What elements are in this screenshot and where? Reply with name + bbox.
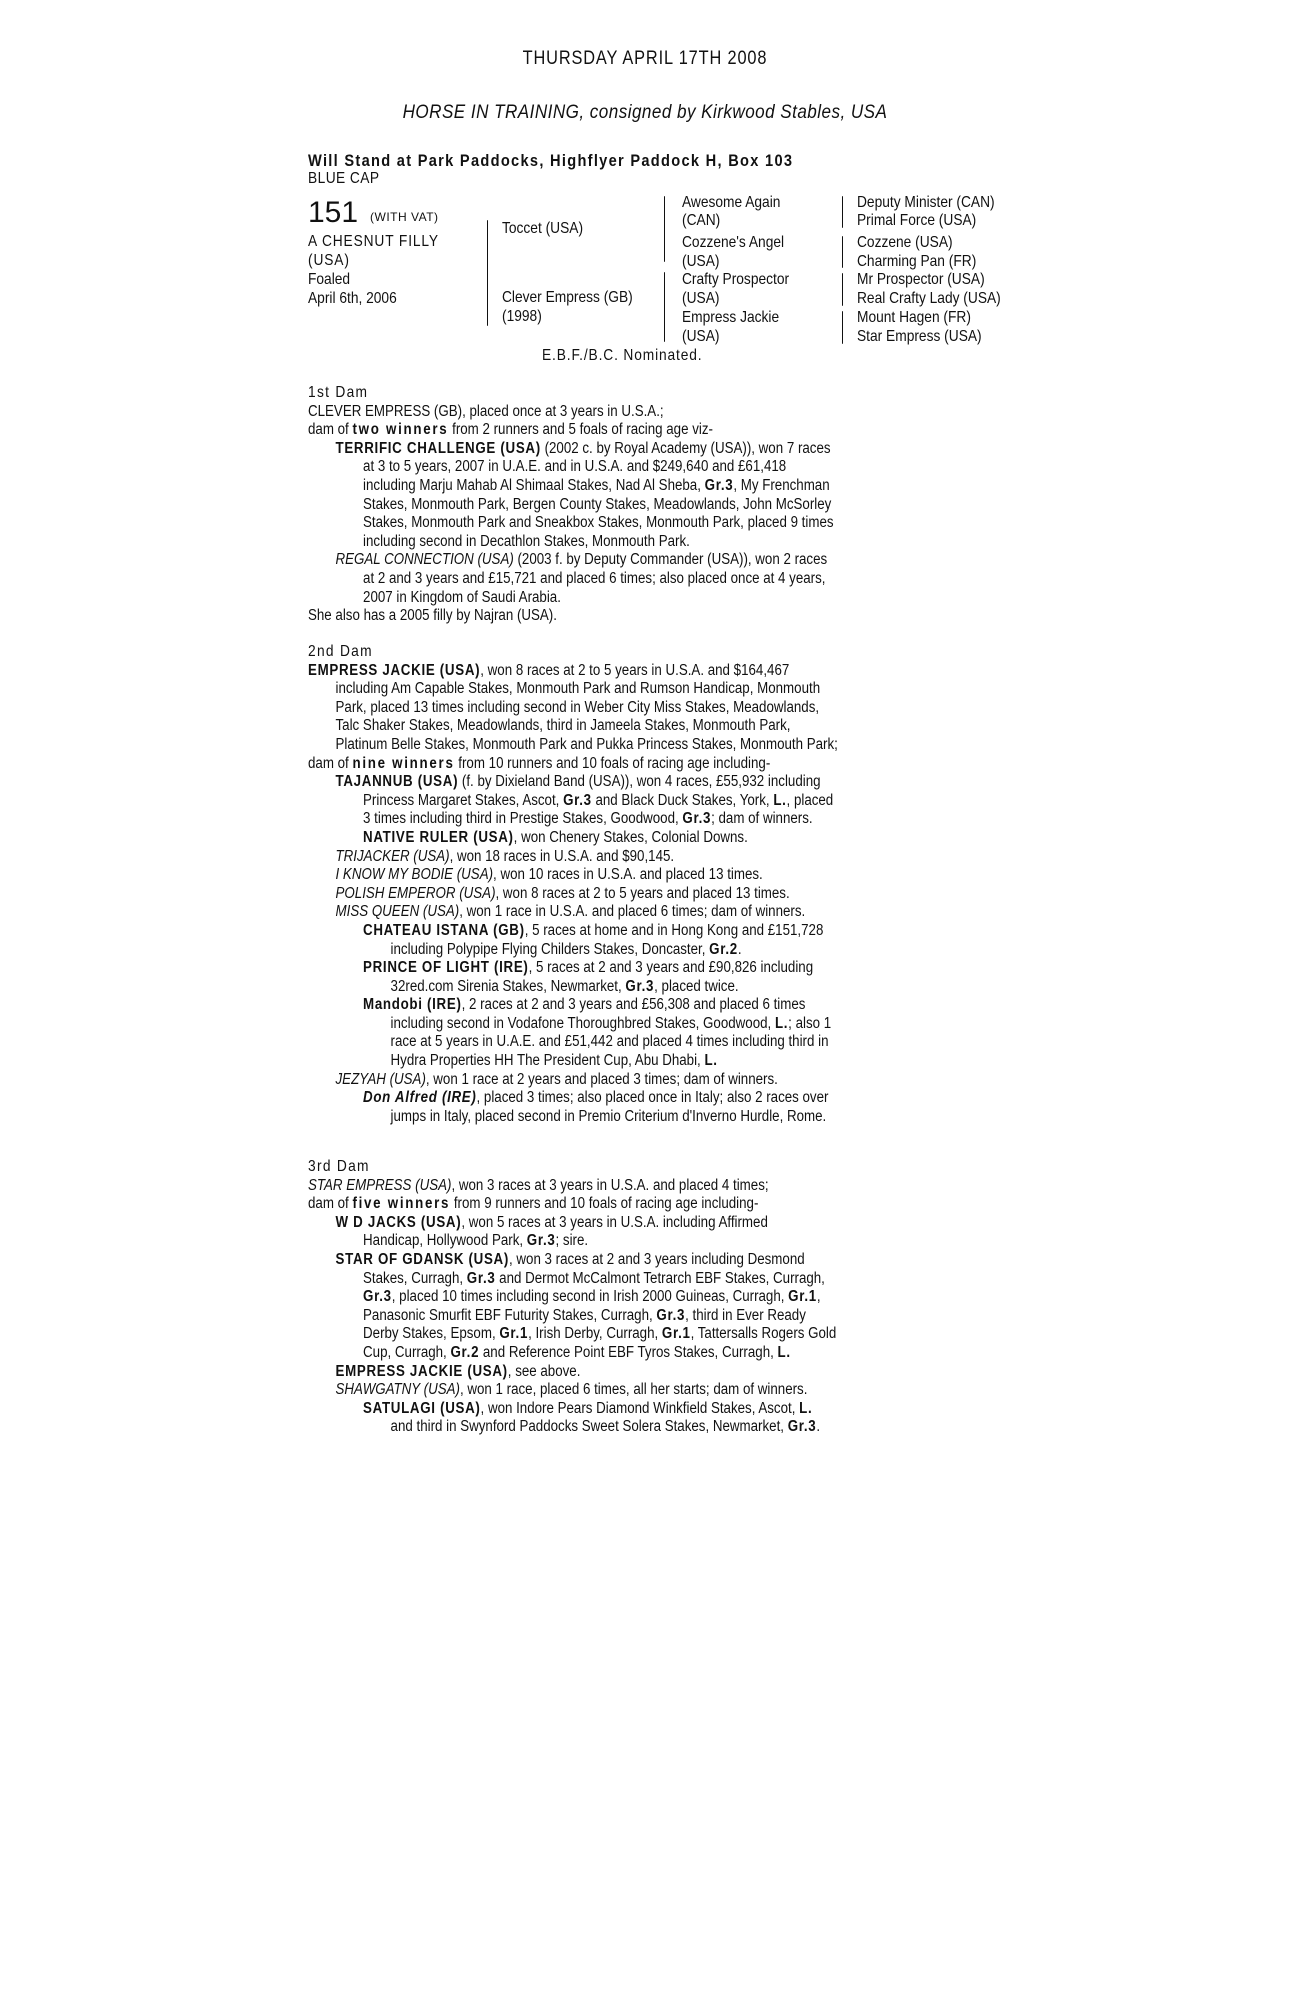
- stand-location: Will Stand at Park Paddocks, Highflyer Paddock H, Box 103: [308, 151, 794, 170]
- list-item-text: Hydra Properties HH The President Cup, Abu Dhabi, L.: [390, 1052, 718, 1070]
- dam-produce-summary: dam of five winners from 9 runners and 10 foals of racing age including-: [308, 1195, 759, 1213]
- sale-date: THURSDAY APRIL 17TH 2008: [522, 48, 768, 69]
- pedigree-brace-g3-1: [842, 196, 843, 228]
- list-item-text: Handicap, Hollywood Park, Gr.3; sire.: [363, 1232, 589, 1250]
- first-dam-section: [308, 384, 1008, 626]
- list-item: SHAWGATNY (USA), won 1 race, placed 6 times, all her starts; dam of winners.: [335, 1381, 808, 1399]
- horse-country: (USA): [308, 252, 350, 269]
- pedigree-brace-g3-3: [842, 273, 843, 306]
- cap-color: BLUE CAP: [308, 170, 380, 187]
- section-heading: 2nd Dam: [308, 643, 373, 660]
- list-item-text: 32red.com Sirenia Stakes, Newmarket, Gr.3, placed twice.: [390, 977, 739, 995]
- dam-record-text: Platinum Belle Stakes, Monmouth Park and Pukka Princess Stakes, Monmouth Park;: [335, 735, 838, 753]
- pedigree-dam-dam: Empress Jackie: [682, 309, 780, 326]
- list-item: POLISH EMPEROR (USA), won 8 races at 2 to 5 years and placed 13 times.: [335, 884, 790, 902]
- list-item-text: Princess Margaret Stakes, Ascot, Gr.3 and Black Duck Stakes, York, L., placed: [363, 791, 834, 809]
- pedigree-sss: Deputy Minister (CAN): [857, 194, 995, 211]
- pedigree-dam-dam-country: (USA): [682, 328, 720, 345]
- list-item: W D JACKS (USA), won 5 races at 3 years in U.S.A. including Affirmed: [335, 1213, 768, 1231]
- list-item-text: race at 5 years in U.A.E. and £51,442 and placed 4 times including third in: [390, 1033, 829, 1051]
- pedigree-sire-dam: Cozzene's Angel: [682, 234, 785, 251]
- list-item: MISS QUEEN (USA), won 1 race in U.S.A. and placed 6 times; dam of winners.: [335, 903, 806, 921]
- dam-record: STAR EMPRESS (USA), won 3 races at 3 years in U.S.A. and placed 4 times;: [308, 1176, 769, 1194]
- list-item-text: including second in Vodafone Thoroughbred Stakes, Goodwood, L.; also 1: [390, 1014, 832, 1032]
- list-item: REGAL CONNECTION (USA) (2003 f. by Deputy Commander (USA)), won 2 races: [335, 551, 828, 569]
- list-item: TERRIFIC CHALLENGE (USA) (2002 c. by Royal Academy (USA)), won 7 races: [335, 439, 831, 457]
- list-item: SATULAGI (USA), won Indore Pears Diamond Winkfield Stakes, Ascot, L.: [363, 1399, 813, 1417]
- list-item-text: 2007 in Kingdom of Saudi Arabia.: [363, 588, 561, 606]
- lot-number: 151: [308, 196, 359, 229]
- list-item-text: Cup, Curragh, Gr.2 and Reference Point EBF Tyros Stakes, Curragh, L.: [363, 1343, 791, 1361]
- horse-description: A CHESNUT FILLY: [308, 233, 439, 250]
- dam-record: CLEVER EMPRESS (GB), placed once at 3 years in U.S.A.;: [308, 402, 664, 420]
- list-item: TRIJACKER (USA), won 18 races in U.S.A. and $90,145.: [335, 847, 675, 865]
- dam-record-text: Talc Shaker Stakes, Meadowlands, third in Jameela Stakes, Monmouth Park,: [335, 717, 791, 735]
- dam-produce-summary: dam of two winners from 2 runners and 5 foals of racing age viz-: [308, 421, 713, 439]
- foaled-date: April 6th, 2006: [308, 290, 397, 307]
- list-item-text: jumps in Italy, placed second in Premio Criterium d'Inverno Hurdle, Rome.: [390, 1107, 827, 1125]
- list-item-text: Stakes, Monmouth Park, Bergen County Stakes, Meadowlands, John McSorley: [363, 495, 832, 513]
- list-item: I KNOW MY BODIE (USA), won 10 races in U.S.A. and placed 13 times.: [335, 866, 763, 884]
- list-item-text: Stakes, Monmouth Park and Sneakbox Stakes, Monmouth Park, placed 9 times: [363, 514, 834, 532]
- list-item-text: 3 times including third in Prestige Stakes, Goodwood, Gr.3; dam of winners.: [363, 810, 813, 828]
- pedigree-sdd: Charming Pan (FR): [857, 253, 977, 270]
- pedigree-dam-year: (1998): [502, 308, 542, 325]
- list-item-text: at 2 and 3 years and £15,721 and placed 6 times; also placed once at 4 years,: [363, 569, 826, 587]
- pedigree-dss: Mr Prospector (USA): [857, 271, 985, 288]
- list-item-text: including Marju Mahab Al Shimaal Stakes, Nad Al Sheba, Gr.3, My Frenchman: [363, 476, 830, 494]
- list-item-text: including second in Decathlon Stakes, Monmouth Park.: [363, 532, 690, 550]
- pedigree-brace-g3-2: [842, 236, 843, 268]
- section-heading: 1st Dam: [308, 384, 369, 401]
- third-dam-section: [308, 1158, 1008, 1437]
- dam-produce-summary: dam of nine winners from 10 runners and 10 foals of racing age including-: [308, 754, 771, 772]
- list-item-text: and third in Swynford Paddocks Sweet Solera Stakes, Newmarket, Gr.3.: [390, 1418, 821, 1436]
- pedigree-brace-main: [487, 220, 488, 326]
- list-item: Don Alfred (IRE), placed 3 times; also placed once in Italy; also 2 races over: [363, 1089, 829, 1107]
- dam-record-text: including Am Capable Stakes, Monmouth Park and Rumson Handicap, Monmouth: [335, 680, 821, 698]
- list-item: EMPRESS JACKIE (USA), see above.: [335, 1362, 581, 1380]
- list-item-text: Gr.3, placed 10 times including second in Irish 2000 Guineas, Curragh, Gr.1,: [363, 1288, 821, 1306]
- list-item-text: including Polypipe Flying Childers Stakes, Doncaster, Gr.2.: [390, 940, 742, 958]
- second-dam-section: [308, 643, 1008, 1126]
- pedigree-sds: Cozzene (USA): [857, 234, 953, 251]
- list-item: NATIVE RULER (USA), won Chenery Stakes, Colonial Downs.: [363, 828, 748, 846]
- nomination-note: E.B.F./B.C. Nominated.: [542, 347, 703, 364]
- list-item: PRINCE OF LIGHT (IRE), 5 races at 2 and 3 years and £90,826 including: [363, 959, 814, 977]
- section-heading: 3rd Dam: [308, 1158, 370, 1175]
- list-item: Mandobi (IRE), 2 races at 2 and 3 years and £56,308 and placed 6 times: [363, 996, 806, 1014]
- pedigree-sire: Toccet (USA): [502, 220, 584, 237]
- pedigree-sire-dam-country: (USA): [682, 253, 720, 270]
- dam-record-text: Park, placed 13 times including second in Weber City Miss Stakes, Meadowlands,: [335, 698, 820, 716]
- list-item: TAJANNUB (USA) (f. by Dixieland Band (USA)), won 4 races, £55,932 including: [335, 773, 821, 791]
- list-item-text: Panasonic Smurfit EBF Futurity Stakes, Curragh, Gr.3, third in Ever Ready: [363, 1306, 806, 1324]
- list-item-text: at 3 to 5 years, 2007 in U.A.E. and in U.S.A. and $249,640 and £61,418: [363, 458, 787, 476]
- pedigree-sire-sire-country: (CAN): [682, 212, 721, 229]
- dam-note: She also has a 2005 filly by Najran (USA).: [308, 607, 557, 625]
- list-item-text: Stakes, Curragh, Gr.3 and Dermot McCalmont Tetrarch EBF Stakes, Curragh,: [363, 1269, 825, 1287]
- list-item: STAR OF GDANSK (USA), won 3 races at 2 and 3 years including Desmond: [335, 1250, 805, 1268]
- pedigree-brace-g3-4: [842, 311, 843, 344]
- list-item: CHATEAU ISTANA (GB), 5 races at home and in Hong Kong and £151,728: [363, 921, 824, 939]
- pedigree-brace-dam: [664, 272, 665, 342]
- pedigree-dam-sire-country: (USA): [682, 290, 720, 307]
- dam-record: EMPRESS JACKIE (USA), won 8 races at 2 to 5 years in U.S.A. and $164,467: [308, 661, 790, 679]
- pedigree-brace-sire: [664, 196, 665, 262]
- pedigree-ddd: Star Empress (USA): [857, 328, 982, 345]
- list-item-text: Derby Stakes, Epsom, Gr.1, Irish Derby, Curragh, Gr.1, Tattersalls Rogers Gold: [363, 1325, 837, 1343]
- pedigree-dsd: Real Crafty Lady (USA): [857, 290, 1001, 307]
- list-item: JEZYAH (USA), won 1 race at 2 years and placed 3 times; dam of winners.: [335, 1070, 778, 1088]
- pedigree-dam-sire: Crafty Prospector: [682, 271, 790, 288]
- pedigree-sire-sire: Awesome Again: [682, 194, 781, 211]
- pedigree-ssd: Primal Force (USA): [857, 212, 977, 229]
- pedigree-dam: Clever Empress (GB): [502, 289, 633, 306]
- vat-note: (WITH VAT): [370, 210, 439, 224]
- consignment-line: HORSE IN TRAINING, consigned by Kirkwood Stables, USA: [402, 102, 888, 123]
- foaled-label: Foaled: [308, 271, 351, 288]
- pedigree-dds: Mount Hagen (FR): [857, 309, 971, 326]
